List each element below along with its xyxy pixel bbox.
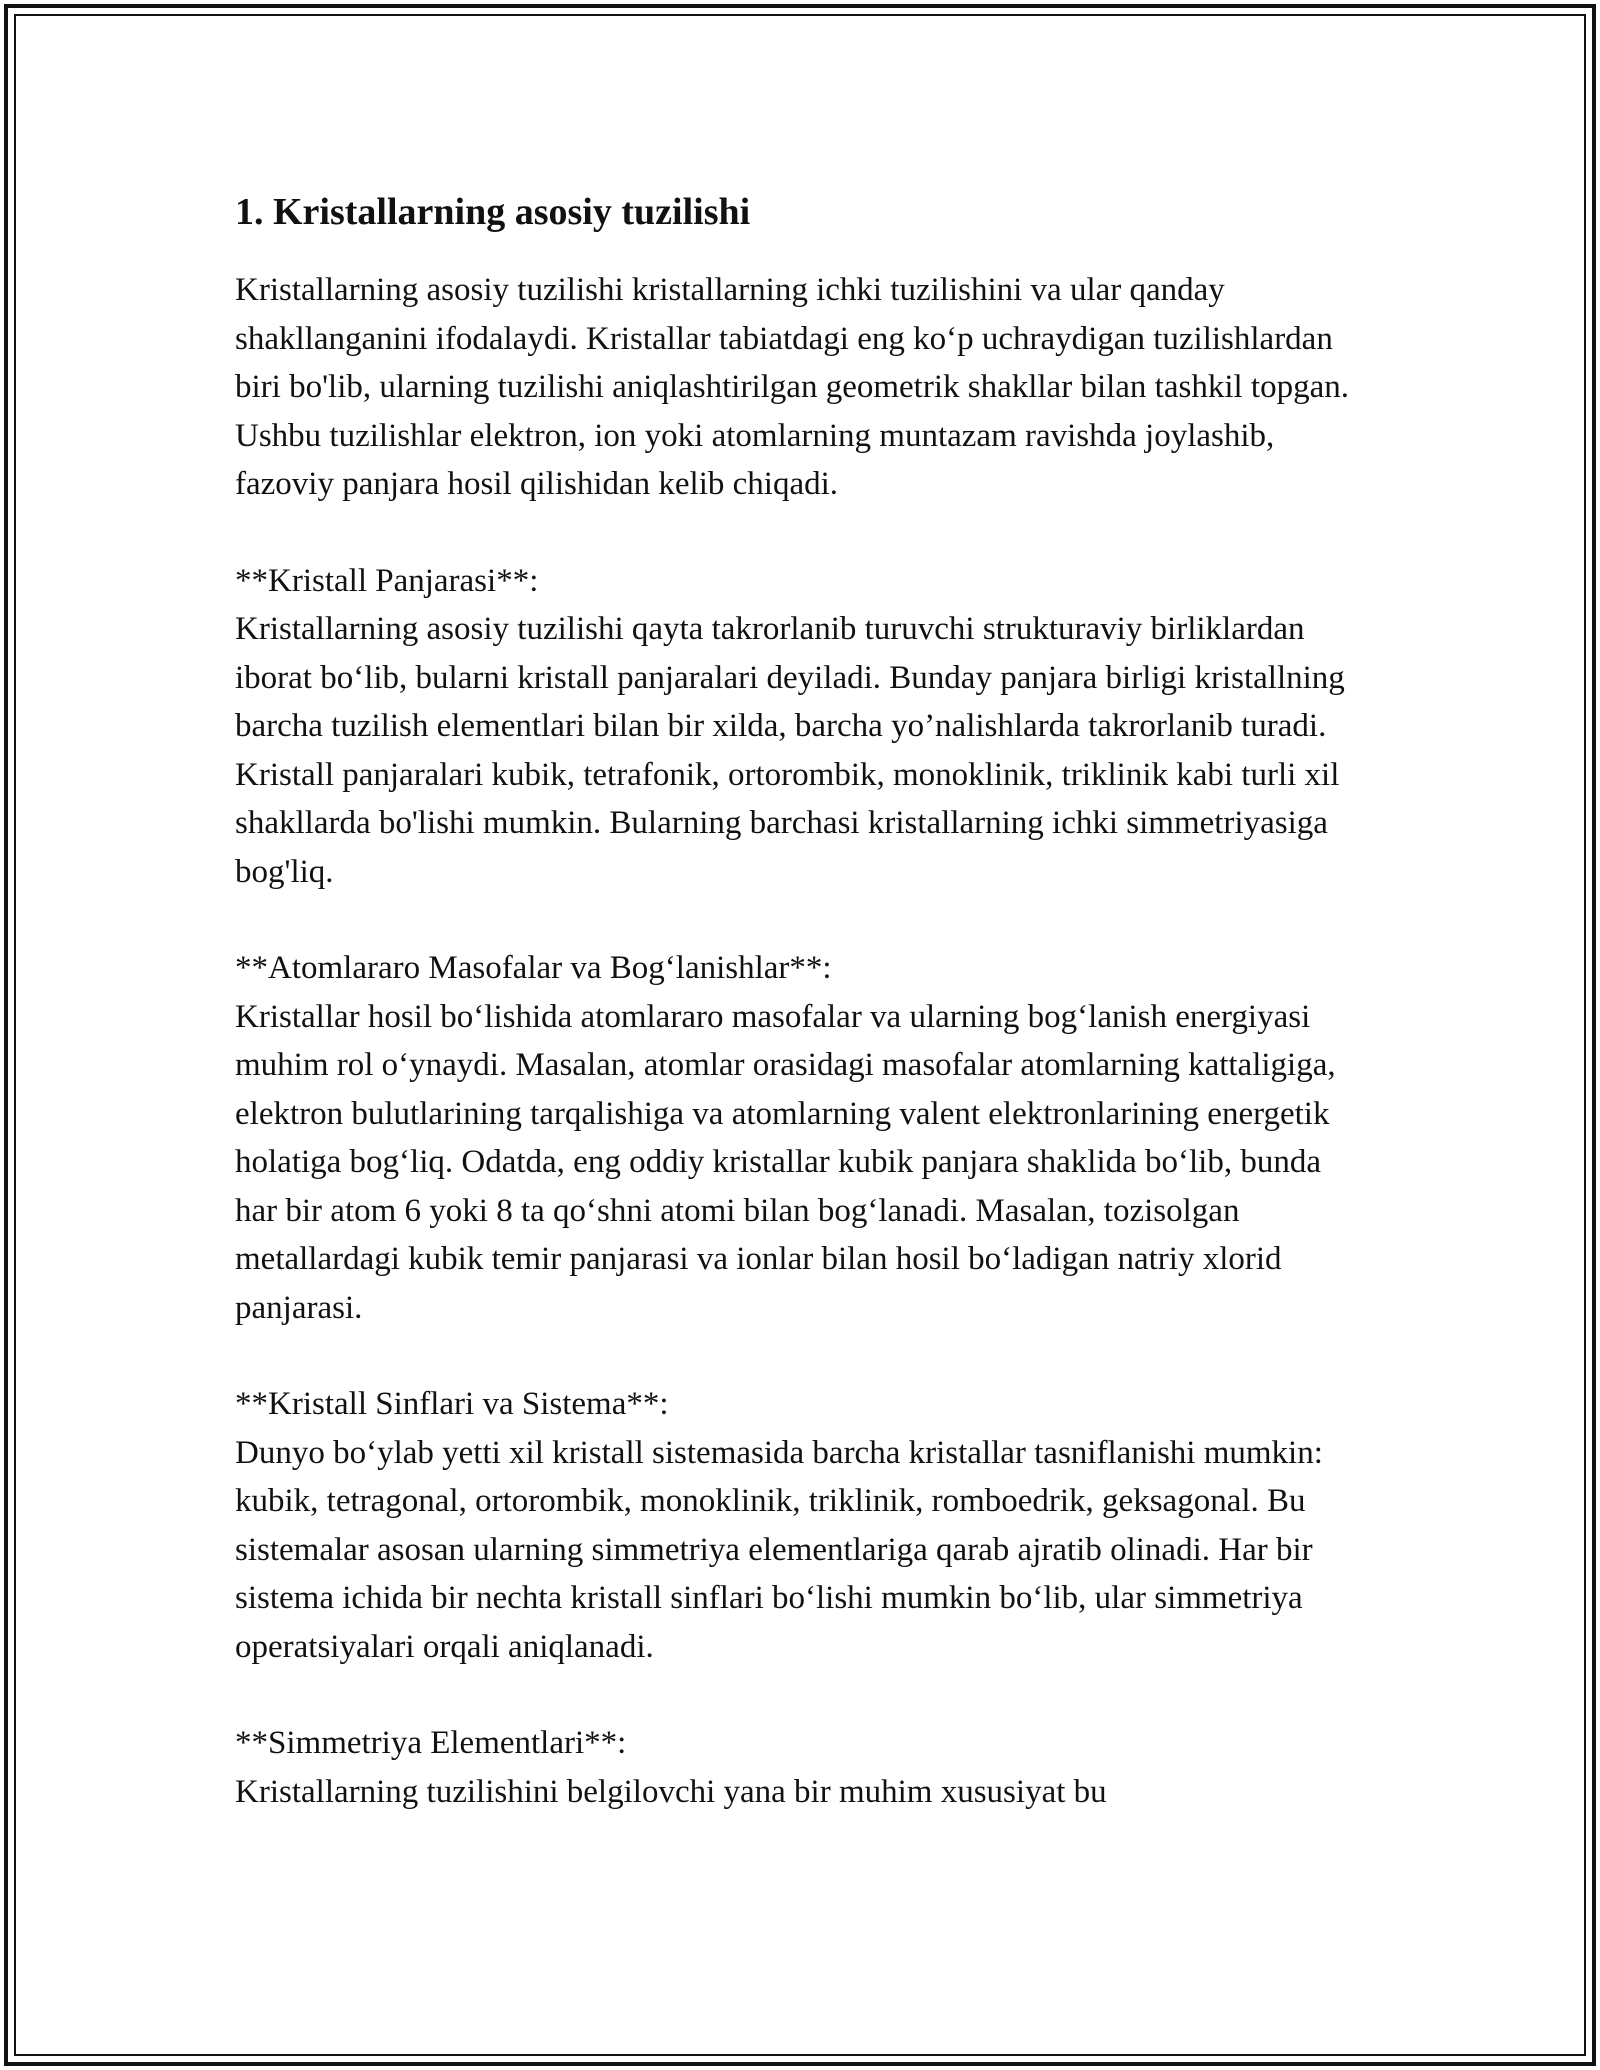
section-simmetriya-elementlari — [235, 1719, 1370, 1816]
section-heading: 1. Kristallarning asosiy tuzilishi — [235, 191, 751, 233]
section-body: Kristallar hosil bo‘lishida atomlararo masofalar va ularning bog‘lanish energiyasi muhim rol o‘ynaydi. Masalan, atomlar orasidagi masofalar atomlarning kattaligiga, elektron bulutlarining tarqalishiga va atomlarning valent elektronlarining energetik holatiga bog‘liq. Odatda, eng oddiy kristallar kubik panjara shaklida bo‘lib, bunda har bir atom 6 yoki 8 ta qo‘shni atomi bilan bog‘lanadi. Masalan, tozisolgan metallardagi kubik temir panjarasi va ionlar bilan hosil bo‘ladigan natriy xlorid panjarasi. — [235, 998, 1336, 1326]
section-title: **Atomlararo Masofalar va Bog‘lanishlar**: — [235, 950, 832, 986]
section-atomlararo-masofalar — [235, 944, 1370, 1332]
section-title: **Kristall Panjarasi**: — [235, 562, 539, 599]
section-body: Kristallarning asosiy tuzilishi qayta takrorlanib turuvchi strukturaviy birliklardan iborat bo‘lib, bularni kristall panjaralari deyiladi. Bunday panjara birligi kristallning barcha tuzilish elementlari bilan bir xilda, barcha yo’nalishlarda takrorlanib turadi. Kristall panjaralari kubik, tetrafonik, ortorombik, monoklinik, triklinik kabi turli xil shakllarda bo'lishi mumkin. Bularning barchasi kristallarning ichki simmetriyasiga bog'liq. — [235, 611, 1345, 890]
document-body — [235, 188, 1370, 1816]
section-title: **Kristall Sinflari va Sistema**: — [235, 1386, 669, 1422]
section-title: **Simmetriya Elementlari**: — [235, 1725, 627, 1761]
section-kristall-sinflari — [235, 1380, 1370, 1671]
intro-paragraph: Kristallarning asosiy tuzilishi kristallarning ichki tuzilishini va ular qanday shakllanganini ifodalaydi. Kristallar tabiatdagi eng ko‘p uchraydigan tuzilishlardan biri bo'lib, ularning tuzilishi aniqlashtirilgan geometrik shakllar bilan tashkil topgan. Ushbu tuzilishlar elektron, ion yoki atomlarning muntazam ravishda joylashib, fazoviy panjara hosil qilishidan kelib chiqadi. — [235, 272, 1349, 502]
section-body: Dunyo bo‘ylab yetti xil kristall sistemasida barcha kristallar tasniflanishi mumkin: kubik, tetragonal, ortorombik, monoklinik, triklinik, romboedrik, geksagonal. Bu sistemalar asosan ularning simmetriya elementlariga qarab ajratib olinadi. Har bir sistema ichida bir nechta kristall sinflari bo‘lishi mumkin bo‘lib, ular simmetriya operatsiyalari orqali aniqlanadi. — [235, 1434, 1323, 1665]
section-body: Kristallarning tuzilishini belgilovchi yana bir muhim xususiyat bu — [235, 1773, 1107, 1810]
section-kristall-panjarasi — [235, 557, 1370, 897]
